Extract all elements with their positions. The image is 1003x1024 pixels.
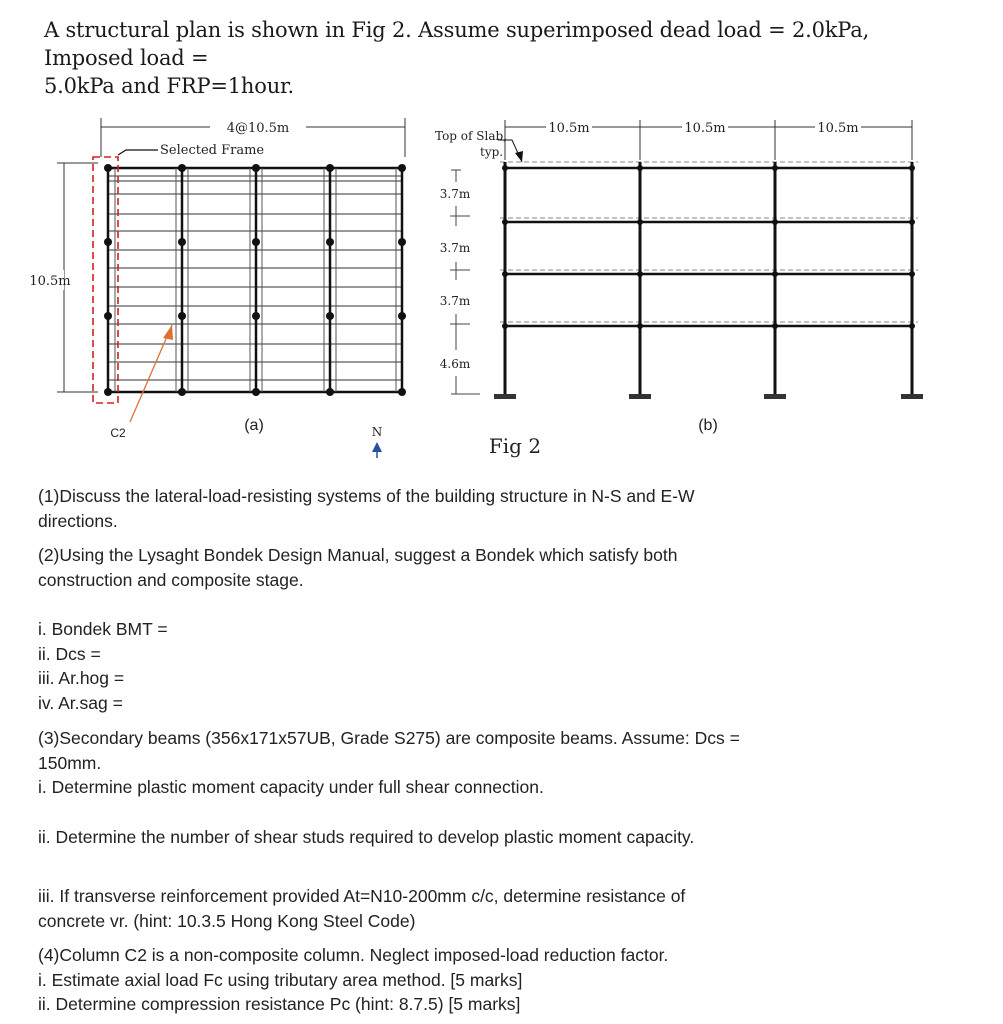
- figure-title: Fig 2: [488, 434, 542, 458]
- column-fixed-supports: [494, 394, 923, 399]
- question-2-part-iii: iii. Ar.hog =: [38, 668, 125, 688]
- frame-connections: [502, 165, 915, 329]
- problem-statement: [44, 16, 924, 100]
- question-1: [38, 484, 808, 533]
- question-3-part-iii-line-2: concrete vr. (hint: 10.3.5 Hong Kong Steel Code): [38, 910, 416, 931]
- storey-height-4: 4.6m: [439, 357, 471, 371]
- slab-leader-arrowhead: [515, 151, 523, 162]
- question-2-part-i: i. Bondek BMT =: [38, 619, 168, 639]
- bay-dimension-3: 10.5m: [817, 121, 859, 136]
- plan-caption: (a): [244, 417, 264, 434]
- question-1-line-1: (1)Discuss the lateral-load-resisting systems of the building structure in N-S and E-W: [38, 486, 695, 506]
- question-2-part-iv: iv. Ar.sag =: [38, 692, 123, 713]
- question-4-part-i: i. Estimate axial load Fc using tributary area method. [5 marks]: [38, 969, 523, 990]
- frame-columns: [505, 162, 912, 394]
- question-2: [38, 543, 808, 592]
- c2-pointer-arrowhead: [163, 325, 173, 340]
- problem-statement-line-2: 5.0kPa and FRP=1hour.: [44, 74, 295, 98]
- top-of-slab-label-typ: typ.: [480, 145, 504, 159]
- storey-height-1: 3.7m: [439, 187, 471, 201]
- question-4: [38, 943, 808, 1017]
- c2-pointer-arrow: [130, 325, 172, 422]
- frame-elevation-b: [435, 118, 923, 434]
- storey-height-3: 3.7m: [439, 294, 471, 308]
- question-4-line-1: (4)Column C2 is a non-composite column. Neglect imposed-load reduction factor.: [38, 945, 669, 965]
- question-1-line-2: directions.: [38, 510, 118, 531]
- question-3-part-ii-block: [38, 825, 808, 850]
- question-4-part-ii: ii. Determine compression resistance Pc (hint: 8.7.5) [5 marks]: [38, 994, 521, 1014]
- fig-2-structural-drawing: [0, 108, 1003, 468]
- north-label: N: [371, 425, 383, 439]
- question-2-part-ii: ii. Dcs =: [38, 643, 101, 664]
- column-c2-label: C2: [110, 426, 126, 440]
- selected-frame-leader: [118, 150, 158, 155]
- question-2-line-2: construction and composite stage.: [38, 569, 304, 590]
- question-3: [38, 726, 808, 800]
- question-3-line-2: 150mm.: [38, 752, 102, 773]
- question-3-line-1: (3)Secondary beams (356x171x57UB, Grade S275) are composite beams. Assume: Dcs =: [38, 728, 740, 748]
- top-of-slab-label: Top of Slab,: [435, 129, 507, 143]
- selected-frame-label: Selected Frame: [160, 143, 265, 158]
- question-3-part-ii: ii. Determine the number of shear studs required to develop plastic moment capacity.: [38, 827, 695, 847]
- question-2-line-1: (2)Using the Lysaght Bondek Design Manual, suggest a Bondek which satisfy both: [38, 545, 678, 565]
- floor-plan-a: [29, 118, 406, 458]
- question-2-parts: [38, 617, 808, 715]
- plan-overall-dimension: 4@10.5m: [226, 121, 290, 136]
- girder-lines: [108, 168, 402, 392]
- question-3-part-i: i. Determine plastic moment capacity under full shear connection.: [38, 777, 544, 797]
- frame-beams: [505, 168, 912, 326]
- question-3-part-iii-line-1: iii. If transverse reinforcement provided At=N10-200mm c/c, determine resistance of: [38, 886, 686, 906]
- slab-lines: [500, 162, 918, 322]
- elevation-caption: (b): [698, 417, 718, 434]
- question-3-part-iii-block: [38, 884, 808, 933]
- bay-dimension-1: 10.5m: [548, 121, 590, 136]
- storey-height-2: 3.7m: [439, 241, 471, 255]
- plan-side-dimension: 10.5m: [29, 274, 71, 289]
- bay-dimension-2: 10.5m: [684, 121, 726, 136]
- problem-statement-line-1: A structural plan is shown in Fig 2. Assume superimposed dead load = 2.0kPa, Imposed load =: [44, 18, 870, 70]
